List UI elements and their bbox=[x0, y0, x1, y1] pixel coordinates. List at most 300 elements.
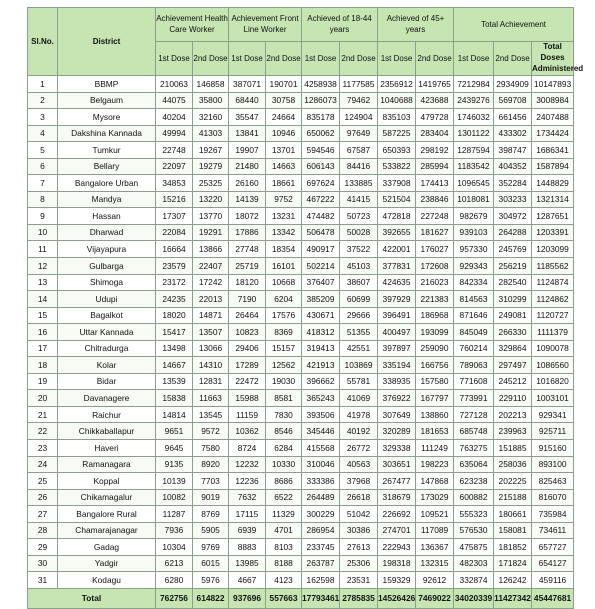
sl-no-cell: 15 bbox=[28, 307, 58, 324]
age-45plus-2nd-dose-cell: 167797 bbox=[416, 390, 454, 407]
age-45plus-2nd-dose-cell: 132315 bbox=[416, 555, 454, 572]
age-18-44-1st-dose-cell: 650062 bbox=[302, 125, 340, 142]
flw-2nd-dose-cell: 17576 bbox=[266, 307, 302, 324]
hcw-1st-dose-cell: 10139 bbox=[156, 473, 193, 490]
hcw-1st-dose-cell: 9645 bbox=[156, 440, 193, 457]
sl-no-cell: 21 bbox=[28, 406, 58, 423]
age-45plus-1st-dose-cell: 318679 bbox=[378, 489, 416, 506]
age-45plus-1st-dose-cell: 274701 bbox=[378, 522, 416, 539]
total-1st-dose-cell: 600882 bbox=[454, 489, 494, 506]
age-45plus-1st-dose-cell: 587225 bbox=[378, 125, 416, 142]
table-row bbox=[28, 489, 574, 506]
total-doses-cell: 1686341 bbox=[532, 142, 574, 159]
hcw-1st-dose-cell: 22084 bbox=[156, 224, 193, 241]
table-row bbox=[28, 125, 574, 142]
age-18-44-2nd-dose-cell: 124904 bbox=[340, 109, 378, 126]
hcw-2nd-dose-cell: 7703 bbox=[193, 473, 229, 490]
age-45plus-2nd-dose-cell: 479728 bbox=[416, 109, 454, 126]
district-cell: Gadag bbox=[58, 539, 156, 556]
hcw-2nd-dose-cell: 13066 bbox=[193, 340, 229, 357]
total-1st-dose-cell: 982679 bbox=[454, 208, 494, 225]
total-2nd-dose-cell: 433302 bbox=[494, 125, 532, 142]
sl-no-cell: 23 bbox=[28, 440, 58, 457]
age-45plus-1st-dose-cell: 521504 bbox=[378, 191, 416, 208]
sl-no-cell: 12 bbox=[28, 258, 58, 275]
hcw-2nd-dose-cell: 13866 bbox=[193, 241, 229, 258]
age-18-44-2nd-dose-cell: 29666 bbox=[340, 307, 378, 324]
total-hcw-2nd-cell: 614822 bbox=[193, 588, 229, 608]
hcw-2nd-dose-cell: 19291 bbox=[193, 224, 229, 241]
total-2nd-dose-cell: 180661 bbox=[494, 506, 532, 523]
header-district: District bbox=[58, 8, 156, 76]
district-cell: Bangalore Rural bbox=[58, 506, 156, 523]
age-45plus-2nd-dose-cell: 92612 bbox=[416, 572, 454, 589]
age-45plus-2nd-dose-cell: 221383 bbox=[416, 291, 454, 308]
total-1st-dose-cell: 1301122 bbox=[454, 125, 494, 142]
flw-2nd-dose-cell: 11329 bbox=[266, 506, 302, 523]
total-1st-dose-cell: 760214 bbox=[454, 340, 494, 357]
table-row bbox=[28, 522, 574, 539]
total-1st-dose-cell: 623238 bbox=[454, 473, 494, 490]
total-1st-dose-cell: 929343 bbox=[454, 258, 494, 275]
flw-2nd-dose-cell: 18661 bbox=[266, 175, 302, 192]
table-row bbox=[28, 291, 574, 308]
total-doses-cell: 735984 bbox=[532, 506, 574, 523]
district-cell: Vijayapura bbox=[58, 241, 156, 258]
age-18-44-1st-dose-cell: 474482 bbox=[302, 208, 340, 225]
total-2nd-dose-cell: 229110 bbox=[494, 390, 532, 407]
age-45plus-2nd-dose-cell: 181653 bbox=[416, 423, 454, 440]
age-45plus-1st-dose-cell: 329338 bbox=[378, 440, 416, 457]
hcw-1st-dose-cell: 6280 bbox=[156, 572, 193, 589]
total-2nd-dose-cell: 126242 bbox=[494, 572, 532, 589]
vaccination-achievement-table bbox=[27, 7, 584, 609]
age-45plus-2nd-dose-cell: 227248 bbox=[416, 208, 454, 225]
age-18-44-1st-dose-cell: 490917 bbox=[302, 241, 340, 258]
table-row bbox=[28, 142, 574, 159]
flw-2nd-dose-cell: 9752 bbox=[266, 191, 302, 208]
total-doses-cell: 1086560 bbox=[532, 357, 574, 374]
flw-2nd-dose-cell: 19030 bbox=[266, 373, 302, 390]
age-18-44-1st-dose-cell: 396662 bbox=[302, 373, 340, 390]
hcw-1st-dose-cell: 13498 bbox=[156, 340, 193, 357]
total-1st-dose-cell: 957330 bbox=[454, 241, 494, 258]
flw-1st-dose-cell: 18072 bbox=[229, 208, 266, 225]
flw-1st-dose-cell: 17115 bbox=[229, 506, 266, 523]
flw-2nd-dose-cell: 12562 bbox=[266, 357, 302, 374]
total-doses-cell: 1587894 bbox=[532, 158, 574, 175]
hcw-1st-dose-cell: 210063 bbox=[156, 76, 193, 93]
age-45plus-1st-dose-cell: 267477 bbox=[378, 473, 416, 490]
table-row bbox=[28, 506, 574, 523]
flw-2nd-dose-cell: 8581 bbox=[266, 390, 302, 407]
hcw-2nd-dose-cell: 8769 bbox=[193, 506, 229, 523]
total-doses-cell: 1287651 bbox=[532, 208, 574, 225]
header-row-groups bbox=[28, 8, 574, 42]
flw-2nd-dose-cell: 8188 bbox=[266, 555, 302, 572]
sl-no-cell: 29 bbox=[28, 539, 58, 556]
age-45plus-2nd-dose-cell: 174413 bbox=[416, 175, 454, 192]
age-18-44-1st-dose-cell: 345446 bbox=[302, 423, 340, 440]
flw-2nd-dose-cell: 10946 bbox=[266, 125, 302, 142]
total-2nd-dose-cell: 569708 bbox=[494, 92, 532, 109]
age-18-44-2nd-dose-cell: 26772 bbox=[340, 440, 378, 457]
total-2nd-dose-cell: 245769 bbox=[494, 241, 532, 258]
flw-2nd-dose-cell: 30758 bbox=[266, 92, 302, 109]
header-flw-1st-dose: 1st Dose bbox=[229, 42, 266, 76]
age-18-44-2nd-dose-cell: 40563 bbox=[340, 456, 378, 473]
district-cell: Chitradurga bbox=[58, 340, 156, 357]
flw-1st-dose-cell: 13841 bbox=[229, 125, 266, 142]
age-45plus-2nd-dose-cell: 423688 bbox=[416, 92, 454, 109]
hcw-1st-dose-cell: 23172 bbox=[156, 274, 193, 291]
hcw-2nd-dose-cell: 32160 bbox=[193, 109, 229, 126]
age-18-44-1st-dose-cell: 300229 bbox=[302, 506, 340, 523]
age-18-44-1st-dose-cell: 310046 bbox=[302, 456, 340, 473]
hcw-2nd-dose-cell: 6015 bbox=[193, 555, 229, 572]
district-cell: Haveri bbox=[58, 440, 156, 457]
table-row bbox=[28, 258, 574, 275]
total-1st-dose-cell: 1096545 bbox=[454, 175, 494, 192]
district-cell: Kolar bbox=[58, 357, 156, 374]
flw-2nd-dose-cell: 13231 bbox=[266, 208, 302, 225]
age-45plus-1st-dose-cell: 1040688 bbox=[378, 92, 416, 109]
total-2nd-dose-cell: 245212 bbox=[494, 373, 532, 390]
age-45plus-2nd-dose-cell: 238846 bbox=[416, 191, 454, 208]
hcw-1st-dose-cell: 10304 bbox=[156, 539, 193, 556]
age-45plus-2nd-dose-cell: 157580 bbox=[416, 373, 454, 390]
total-flw-1st-cell: 937696 bbox=[229, 588, 266, 608]
sl-no-cell: 31 bbox=[28, 572, 58, 589]
flw-1st-dose-cell: 19907 bbox=[229, 142, 266, 159]
age-18-44-2nd-dose-cell: 133885 bbox=[340, 175, 378, 192]
header-group-18-44-years: Achieved of 18-44 years bbox=[302, 8, 378, 42]
sl-no-cell: 25 bbox=[28, 473, 58, 490]
table-row bbox=[28, 224, 574, 241]
age-45plus-2nd-dose-cell: 285994 bbox=[416, 158, 454, 175]
hcw-1st-dose-cell: 13539 bbox=[156, 373, 193, 390]
sl-no-cell: 26 bbox=[28, 489, 58, 506]
total-2nd-dose-cell: 310299 bbox=[494, 291, 532, 308]
total-1st-dose-cell: 1746032 bbox=[454, 109, 494, 126]
district-cell: Tumkur bbox=[58, 142, 156, 159]
flw-1st-dose-cell: 7632 bbox=[229, 489, 266, 506]
flw-2nd-dose-cell: 6204 bbox=[266, 291, 302, 308]
age-45plus-2nd-dose-cell: 186968 bbox=[416, 307, 454, 324]
table-row bbox=[28, 340, 574, 357]
total-2nd-dose-cell: 264288 bbox=[494, 224, 532, 241]
table-row bbox=[28, 406, 574, 423]
district-cell: Bagalkot bbox=[58, 307, 156, 324]
total-1st-dose-cell: 814563 bbox=[454, 291, 494, 308]
sl-no-cell: 24 bbox=[28, 456, 58, 473]
flw-1st-dose-cell: 387071 bbox=[229, 76, 266, 93]
district-cell: Uttar Kannada bbox=[58, 324, 156, 341]
hcw-1st-dose-cell: 16664 bbox=[156, 241, 193, 258]
age-18-44-2nd-dose-cell: 67587 bbox=[340, 142, 378, 159]
total-1st-dose-cell: 685748 bbox=[454, 423, 494, 440]
total-1st-dose-cell: 482303 bbox=[454, 555, 494, 572]
total-doses-cell: 657727 bbox=[532, 539, 574, 556]
sl-no-cell: 11 bbox=[28, 241, 58, 258]
flw-2nd-dose-cell: 24664 bbox=[266, 109, 302, 126]
hcw-1st-dose-cell: 14667 bbox=[156, 357, 193, 374]
table-row bbox=[28, 572, 574, 589]
total-hcw-1st-cell: 762756 bbox=[156, 588, 193, 608]
age-18-44-1st-dose-cell: 4258938 bbox=[302, 76, 340, 93]
age-45plus-1st-dose-cell: 2356912 bbox=[378, 76, 416, 93]
hcw-1st-dose-cell: 10082 bbox=[156, 489, 193, 506]
hcw-2nd-dose-cell: 9769 bbox=[193, 539, 229, 556]
district-cell: Shimoga bbox=[58, 274, 156, 291]
age-45plus-1st-dose-cell: 397929 bbox=[378, 291, 416, 308]
hcw-1st-dose-cell: 17307 bbox=[156, 208, 193, 225]
header-group-45-plus-years: Achieved of 45+ years bbox=[378, 8, 454, 42]
total-2nd-dose-cell: 239963 bbox=[494, 423, 532, 440]
hcw-2nd-dose-cell: 13545 bbox=[193, 406, 229, 423]
table-row bbox=[28, 158, 574, 175]
age-45plus-2nd-dose-cell: 138860 bbox=[416, 406, 454, 423]
age-18-44-2nd-dose-cell: 26618 bbox=[340, 489, 378, 506]
flw-1st-dose-cell: 29406 bbox=[229, 340, 266, 357]
age-18-44-2nd-dose-cell: 84416 bbox=[340, 158, 378, 175]
age-18-44-2nd-dose-cell: 23531 bbox=[340, 572, 378, 589]
total-doses-cell: 1321314 bbox=[532, 191, 574, 208]
total-2nd-dose-cell: 304972 bbox=[494, 208, 532, 225]
flw-1st-dose-cell: 11159 bbox=[229, 406, 266, 423]
total-45plus-2nd-cell: 7469022 bbox=[416, 588, 454, 608]
flw-2nd-dose-cell: 6284 bbox=[266, 440, 302, 457]
header-hcw-2nd-dose: 2nd Dose bbox=[193, 42, 229, 76]
flw-2nd-dose-cell: 10668 bbox=[266, 274, 302, 291]
flw-1st-dose-cell: 22472 bbox=[229, 373, 266, 390]
age-45plus-1st-dose-cell: 337908 bbox=[378, 175, 416, 192]
total-1st-dose-sum-cell: 34020339 bbox=[454, 588, 494, 608]
total-doses-cell: 1111379 bbox=[532, 324, 574, 341]
flw-1st-dose-cell: 10823 bbox=[229, 324, 266, 341]
age-18-44-1st-dose-cell: 162598 bbox=[302, 572, 340, 589]
age-18-44-2nd-dose-cell: 30386 bbox=[340, 522, 378, 539]
table-row bbox=[28, 307, 574, 324]
hcw-2nd-dose-cell: 41303 bbox=[193, 125, 229, 142]
flw-1st-dose-cell: 4667 bbox=[229, 572, 266, 589]
total-2nd-dose-cell: 151885 bbox=[494, 440, 532, 457]
age-18-44-2nd-dose-cell: 41978 bbox=[340, 406, 378, 423]
hcw-1st-dose-cell: 14814 bbox=[156, 406, 193, 423]
flw-2nd-dose-cell: 14663 bbox=[266, 158, 302, 175]
sl-no-cell: 17 bbox=[28, 340, 58, 357]
flw-2nd-dose-cell: 15157 bbox=[266, 340, 302, 357]
total-2nd-dose-cell: 282540 bbox=[494, 274, 532, 291]
total-2nd-dose-cell: 661456 bbox=[494, 109, 532, 126]
age-45plus-2nd-dose-cell: 193099 bbox=[416, 324, 454, 341]
flw-1st-dose-cell: 8724 bbox=[229, 440, 266, 457]
total-2nd-dose-cell: 215188 bbox=[494, 489, 532, 506]
sl-no-cell: 7 bbox=[28, 175, 58, 192]
hcw-2nd-dose-cell: 9572 bbox=[193, 423, 229, 440]
age-18-44-1st-dose-cell: 697624 bbox=[302, 175, 340, 192]
total-2nd-dose-cell: 171824 bbox=[494, 555, 532, 572]
total-doses-cell: 825463 bbox=[532, 473, 574, 490]
age-18-44-1st-dose-cell: 333386 bbox=[302, 473, 340, 490]
flw-2nd-dose-cell: 16101 bbox=[266, 258, 302, 275]
age-18-44-2nd-dose-cell: 51355 bbox=[340, 324, 378, 341]
age-45plus-2nd-dose-cell: 136367 bbox=[416, 539, 454, 556]
age-45plus-1st-dose-cell: 377831 bbox=[378, 258, 416, 275]
flw-1st-dose-cell: 18120 bbox=[229, 274, 266, 291]
total-1st-dose-cell: 763275 bbox=[454, 440, 494, 457]
total-1st-dose-cell: 332874 bbox=[454, 572, 494, 589]
district-cell: Kodagu bbox=[58, 572, 156, 589]
age-18-44-1st-dose-cell: 418312 bbox=[302, 324, 340, 341]
age-18-44-1st-dose-cell: 606143 bbox=[302, 158, 340, 175]
header-group-front-line-worker: Achievement Front Line Worker bbox=[229, 8, 302, 42]
age-45plus-1st-dose-cell: 400497 bbox=[378, 324, 416, 341]
sl-no-cell: 3 bbox=[28, 109, 58, 126]
district-cell: Chamarajanagar bbox=[58, 522, 156, 539]
flw-1st-dose-cell: 14139 bbox=[229, 191, 266, 208]
total-1st-dose-cell: 871646 bbox=[454, 307, 494, 324]
total-2nd-dose-cell: 297497 bbox=[494, 357, 532, 374]
flw-1st-dose-cell: 12236 bbox=[229, 473, 266, 490]
hcw-1st-dose-cell: 18020 bbox=[156, 307, 193, 324]
sl-no-cell: 9 bbox=[28, 208, 58, 225]
age-45plus-2nd-dose-cell: 111249 bbox=[416, 440, 454, 457]
sl-no-cell: 30 bbox=[28, 555, 58, 572]
header-group-total-achievement: Total Achievement bbox=[454, 8, 574, 42]
total-doses-cell: 654127 bbox=[532, 555, 574, 572]
age-18-44-2nd-dose-cell: 41415 bbox=[340, 191, 378, 208]
age-45plus-2nd-dose-cell: 216023 bbox=[416, 274, 454, 291]
age-18-44-2nd-dose-cell: 27613 bbox=[340, 539, 378, 556]
age-45plus-1st-dose-cell: 472818 bbox=[378, 208, 416, 225]
hcw-2nd-dose-cell: 12831 bbox=[193, 373, 229, 390]
total-2nd-dose-cell: 258036 bbox=[494, 456, 532, 473]
district-cell: Belgaum bbox=[58, 92, 156, 109]
total-doses-cell: 915160 bbox=[532, 440, 574, 457]
district-cell: Gulbarga bbox=[58, 258, 156, 275]
header-flw-2nd-dose: 2nd Dose bbox=[266, 42, 302, 76]
header-18-44-1st-dose: 1st Dose bbox=[302, 42, 340, 76]
age-45plus-1st-dose-cell: 396491 bbox=[378, 307, 416, 324]
total-2nd-dose-cell: 202225 bbox=[494, 473, 532, 490]
sl-no-cell: 14 bbox=[28, 291, 58, 308]
district-cell: Mandya bbox=[58, 191, 156, 208]
total-1st-dose-cell: 576530 bbox=[454, 522, 494, 539]
hcw-1st-dose-cell: 7936 bbox=[156, 522, 193, 539]
table-row bbox=[28, 473, 574, 490]
district-cell: Dakshina Kannada bbox=[58, 125, 156, 142]
age-45plus-1st-dose-cell: 226692 bbox=[378, 506, 416, 523]
hcw-2nd-dose-cell: 11663 bbox=[193, 390, 229, 407]
sl-no-cell: 20 bbox=[28, 390, 58, 407]
header-total-1st-dose: 1st Dose bbox=[454, 42, 494, 76]
total-2nd-dose-cell: 398747 bbox=[494, 142, 532, 159]
total-1st-dose-cell: 555323 bbox=[454, 506, 494, 523]
header-hcw-1st-dose: 1st Dose bbox=[156, 42, 193, 76]
flw-2nd-dose-cell: 10330 bbox=[266, 456, 302, 473]
district-cell: Udupi bbox=[58, 291, 156, 308]
total-2nd-dose-cell: 404352 bbox=[494, 158, 532, 175]
age-18-44-2nd-dose-cell: 50723 bbox=[340, 208, 378, 225]
hcw-1st-dose-cell: 23579 bbox=[156, 258, 193, 275]
age-45plus-2nd-dose-cell: 181627 bbox=[416, 224, 454, 241]
table-row bbox=[28, 109, 574, 126]
sl-no-cell: 5 bbox=[28, 142, 58, 159]
table-row bbox=[28, 241, 574, 258]
sl-no-cell: 27 bbox=[28, 506, 58, 523]
age-18-44-1st-dose-cell: 430671 bbox=[302, 307, 340, 324]
age-18-44-2nd-dose-cell: 45103 bbox=[340, 258, 378, 275]
header-45plus-1st-dose: 1st Dose bbox=[378, 42, 416, 76]
hcw-2nd-dose-cell: 19267 bbox=[193, 142, 229, 159]
total-doses-cell: 1016820 bbox=[532, 373, 574, 390]
age-45plus-2nd-dose-cell: 173029 bbox=[416, 489, 454, 506]
age-18-44-1st-dose-cell: 385209 bbox=[302, 291, 340, 308]
hcw-1st-dose-cell: 15838 bbox=[156, 390, 193, 407]
age-18-44-1st-dose-cell: 365243 bbox=[302, 390, 340, 407]
district-cell: Davanagere bbox=[58, 390, 156, 407]
table-row bbox=[28, 324, 574, 341]
age-18-44-1st-dose-cell: 233745 bbox=[302, 539, 340, 556]
flw-2nd-dose-cell: 13342 bbox=[266, 224, 302, 241]
age-45plus-2nd-dose-cell: 298192 bbox=[416, 142, 454, 159]
age-18-44-1st-dose-cell: 502214 bbox=[302, 258, 340, 275]
table-row bbox=[28, 440, 574, 457]
hcw-1st-dose-cell: 9651 bbox=[156, 423, 193, 440]
flw-1st-dose-cell: 25719 bbox=[229, 258, 266, 275]
hcw-2nd-dose-cell: 146858 bbox=[193, 76, 229, 93]
age-18-44-2nd-dose-cell: 1177585 bbox=[340, 76, 378, 93]
hcw-2nd-dose-cell: 5976 bbox=[193, 572, 229, 589]
age-45plus-2nd-dose-cell: 198223 bbox=[416, 456, 454, 473]
header-18-44-2nd-dose: 2nd Dose bbox=[340, 42, 378, 76]
hcw-2nd-dose-cell: 25325 bbox=[193, 175, 229, 192]
total-2nd-dose-cell: 202213 bbox=[494, 406, 532, 423]
total-doses-cell: 816070 bbox=[532, 489, 574, 506]
sl-no-cell: 16 bbox=[28, 324, 58, 341]
header-group-health-care-worker: Achievement Health Care Worker bbox=[156, 8, 229, 42]
age-18-44-1st-dose-cell: 376407 bbox=[302, 274, 340, 291]
age-18-44-1st-dose-cell: 467222 bbox=[302, 191, 340, 208]
total-doses-cell: 893100 bbox=[532, 456, 574, 473]
flw-2nd-dose-cell: 7830 bbox=[266, 406, 302, 423]
flw-1st-dose-cell: 27748 bbox=[229, 241, 266, 258]
age-18-44-1st-dose-cell: 1286073 bbox=[302, 92, 340, 109]
hcw-2nd-dose-cell: 22013 bbox=[193, 291, 229, 308]
district-cell: Mysore bbox=[58, 109, 156, 126]
total-doses-cell: 1203391 bbox=[532, 224, 574, 241]
age-45plus-1st-dose-cell: 376922 bbox=[378, 390, 416, 407]
total-2nd-dose-cell: 158081 bbox=[494, 522, 532, 539]
total-doses-cell: 1448829 bbox=[532, 175, 574, 192]
age-18-44-1st-dose-cell: 286954 bbox=[302, 522, 340, 539]
flw-1st-dose-cell: 13985 bbox=[229, 555, 266, 572]
age-45plus-1st-dose-cell: 338935 bbox=[378, 373, 416, 390]
table-row bbox=[28, 390, 574, 407]
total-1st-dose-cell: 2439276 bbox=[454, 92, 494, 109]
age-18-44-2nd-dose-cell: 97649 bbox=[340, 125, 378, 142]
age-45plus-1st-dose-cell: 320289 bbox=[378, 423, 416, 440]
header-45plus-2nd-dose: 2nd Dose bbox=[416, 42, 454, 76]
total-1st-dose-cell: 773991 bbox=[454, 390, 494, 407]
sl-no-cell: 13 bbox=[28, 274, 58, 291]
total-2nd-dose-cell: 352284 bbox=[494, 175, 532, 192]
hcw-1st-dose-cell: 9135 bbox=[156, 456, 193, 473]
total-row bbox=[28, 588, 574, 608]
total-18-44-1st-cell: 17793461 bbox=[302, 588, 340, 608]
age-18-44-2nd-dose-cell: 40192 bbox=[340, 423, 378, 440]
